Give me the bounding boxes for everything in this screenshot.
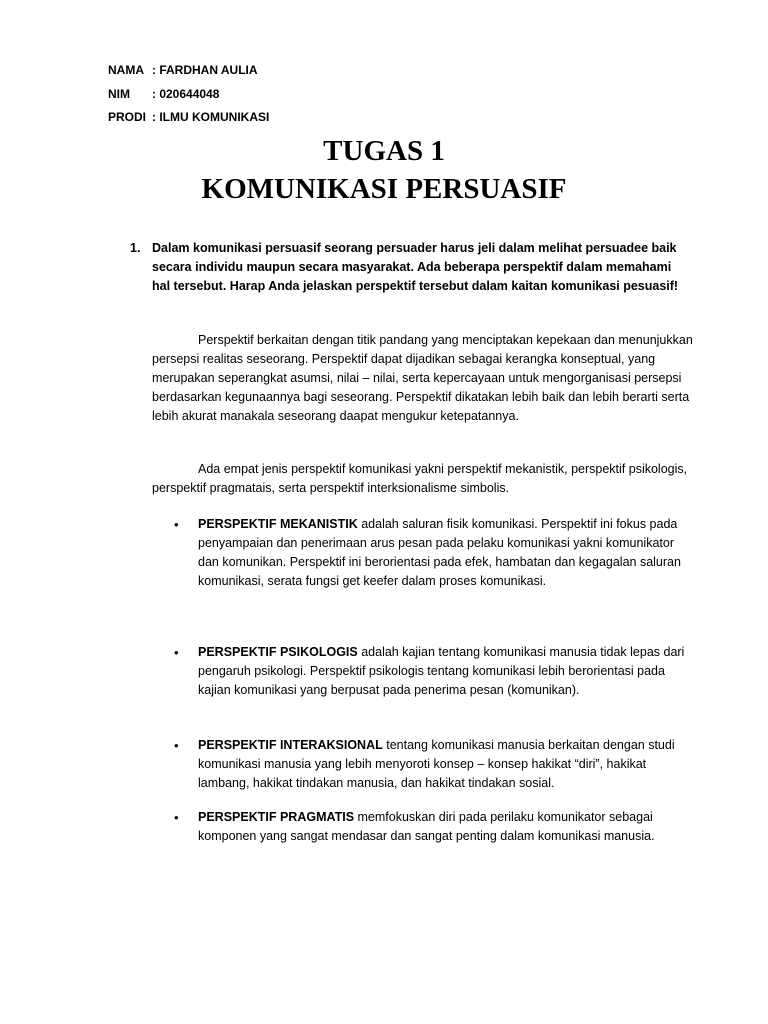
- prodi-value: : ILMU KOMUNIKASI: [152, 110, 270, 124]
- bullet-1-term: PERSPEKTIF MEKANISTIK: [198, 517, 358, 531]
- nim-label: NIM: [108, 87, 130, 101]
- title-line-2: KOMUNIKASI PERSUASIF: [201, 173, 567, 205]
- bullet-3-item: [198, 736, 688, 793]
- bullet-4-text: memfokuskan diri pada perilaku komunikator sebagai komponen yang sangat mendasar dan sangat penting dalam komunikasi manusia.: [198, 810, 655, 843]
- bullet-4-marker: •: [174, 810, 179, 825]
- bullet-1-marker: •: [174, 517, 179, 532]
- name-label: NAMA: [108, 63, 144, 77]
- paragraph-2-text: Ada empat jenis perspektif komunikasi yakni perspektif mekanistik, perspektif psikologis, perspektif pragmatais, serta perspektif interksionalisme simbolis.: [152, 462, 688, 495]
- bullet-1-item: [198, 515, 688, 591]
- name-row: [108, 62, 258, 78]
- question-text: Dalam komunikasi persuasif seorang persuader harus jeli dalam melihat persuadee baik secara individu maupun secara masyarakat. Ada beberapa perspektif dalam memahami hal tersebut. Harap Anda jelaskan perspektif tersebut dalam kaitan komunikasi pesuasif!: [152, 241, 679, 293]
- title-line-1: TUGAS 1: [323, 135, 445, 167]
- paragraph-1: [152, 331, 697, 426]
- bullet-3-term: PERSPEKTIF INTERAKSIONAL: [198, 738, 383, 752]
- paragraph-2: [152, 460, 697, 498]
- prodi-row: [108, 109, 269, 125]
- bullet-1-text: adalah saluran fisik komunikasi. Perspektif ini fokus pada penyampaian dan penerimaan arus pesan pada pelaku komunikasi yakni komunikator dan komunikan. Perspektif ini berorientasi pada efek, hambatan dan kegagalan saluran komunikasi, serata fungsi get keefer dalam proses komunikasi.: [198, 517, 681, 588]
- bullet-4-item: [198, 808, 688, 846]
- bullet-3-text: tentang komunikasi manusia berkaitan dengan studi komunikasi manusia yang lebih menyoroti konsep – konsep hakikat “diri”, hakikat lambang, hakikat tindakan manusia, dan hakikat tindakan sosial.: [198, 738, 675, 790]
- bullet-3-marker: •: [174, 738, 179, 753]
- bullet-2-text: adalah kajian tentang komunikasi manusia tidak lepas dari pengaruh psikologi. Perspektif psikologis tentang komunikasi lebih berorientasi pada kajian komunikasi yang berpusat pada penerima pesan (komunikan).: [198, 645, 685, 697]
- nim-value: : 020644048: [152, 87, 220, 101]
- name-value: : FARDHAN AULIA: [152, 63, 258, 77]
- bullet-4-term: PERSPEKTIF PRAGMATIS: [198, 810, 355, 824]
- nim-row: [108, 86, 219, 102]
- prodi-label: PRODI: [108, 110, 147, 124]
- paragraph-1-text: Perspektif berkaitan dengan titik pandang yang menciptakan kepekaan dan menunjukkan persepsi realitas seseorang. Perspektif dapat dijadikan sebagai kerangka konseptual, yang merupakan seperangkat asumsi, nilai – nilai, serta kepercayaan untuk mengorganisasi persepsi berdasarkan kegunaannya bagi seseorang. Perspektif dikatakan lebih baik dan lebih berarti serta lebih akurat manakala seseorang daapat mengukur ketepatannya.: [152, 333, 693, 423]
- question-number: 1.: [130, 241, 141, 255]
- bullet-2-item: [198, 643, 688, 700]
- bullet-2-term: PERSPEKTIF PSIKOLOGIS: [198, 645, 358, 659]
- bullet-2-marker: •: [174, 645, 179, 660]
